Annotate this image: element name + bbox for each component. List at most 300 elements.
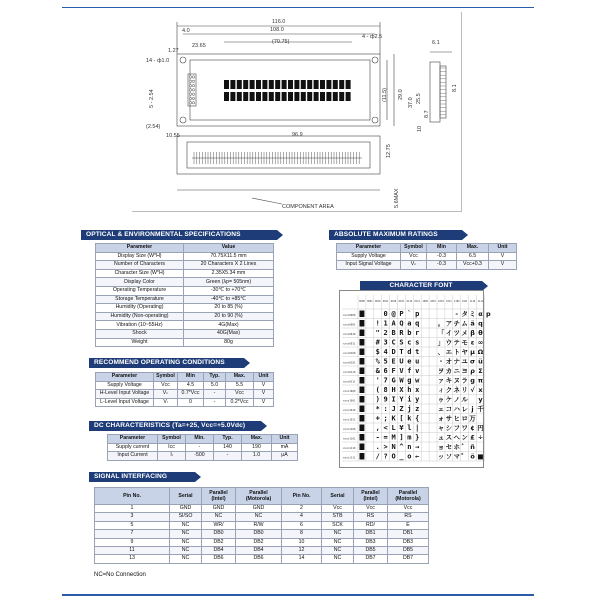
- font-glyph: W: [399, 376, 404, 385]
- recommend-cell: 4.5: [178, 381, 204, 390]
- interfacing-cell: 8: [282, 530, 322, 538]
- optical-cell: Humidity (Operating): [96, 304, 184, 313]
- font-row-label: xxxx0101: [343, 361, 356, 365]
- font-col-label: 0110: [406, 300, 413, 303]
- font-glyph: 」: [437, 338, 445, 347]
- optical-cell: Vibration (10~55Hz): [96, 321, 184, 330]
- dim-height-off: 25.5: [416, 93, 422, 104]
- font-glyph: a: [407, 319, 412, 328]
- font-glyph: レ: [461, 404, 468, 413]
- font-glyph: p: [486, 309, 491, 318]
- cgram-cell: [360, 330, 365, 337]
- absolute-row: [337, 252, 517, 261]
- font-col-label: 0001: [367, 300, 373, 303]
- recommend-cell: H-Level Input Voltage: [96, 390, 154, 399]
- font-glyph: /: [375, 452, 380, 461]
- font-col-label: 0010: [374, 300, 381, 303]
- interfacing-cell: Vcc: [354, 505, 388, 513]
- font-glyph: ÷: [477, 433, 484, 442]
- font-glyph: σ: [470, 357, 476, 366]
- font-glyph: 千: [477, 404, 484, 413]
- optical-row: [96, 329, 274, 338]
- optical-cell: 2.35X5.34 mm: [184, 269, 274, 278]
- font-glyph: ア: [445, 319, 453, 328]
- font-glyph: キ: [445, 376, 453, 385]
- font-col-label: 1000: [422, 300, 428, 303]
- font-glyph: イ: [445, 328, 453, 337]
- font-glyph: j: [471, 404, 474, 413]
- component-area-label: COMPONENT AREA: [282, 204, 334, 210]
- interfacing-row: [95, 513, 429, 521]
- interfacing-cell: 11: [95, 546, 170, 554]
- lcd-character-cells: [224, 80, 351, 101]
- cgram-cell: [360, 425, 365, 432]
- optical-row: [96, 261, 274, 270]
- font-col-label: 1010: [438, 300, 444, 303]
- font-glyph: コ: [445, 404, 453, 413]
- font-glyph: ": [375, 328, 380, 337]
- font-row-label: xxxx1101: [343, 437, 356, 441]
- font-glyph: ): [375, 395, 380, 404]
- dim-pin-len: 12.75: [386, 144, 392, 158]
- font-glyph: ラ: [461, 376, 468, 385]
- font-glyph: E: [391, 357, 396, 366]
- font-glyph: ¥: [399, 423, 404, 432]
- font-glyph: i: [407, 395, 412, 404]
- font-glyph: ?: [383, 452, 388, 461]
- dim-depth: 5.6MAX: [394, 188, 400, 208]
- font-glyph: ァ: [437, 376, 445, 385]
- font-glyph: ト: [453, 347, 460, 356]
- absolute-header-cell: Min: [427, 244, 457, 253]
- font-glyph: ユ: [461, 357, 468, 366]
- font-col-label: 1100: [453, 300, 460, 303]
- cgram-cell: [360, 434, 365, 441]
- font-glyph: d: [407, 347, 412, 356]
- font-glyph: ナ: [453, 357, 460, 366]
- optical-cell: Display Size (W*H): [96, 252, 184, 261]
- font-glyph: +: [375, 414, 380, 423]
- interfacing-cell: NC: [236, 513, 282, 521]
- cgram-cell: [360, 377, 365, 384]
- font-glyph: 。: [437, 319, 445, 328]
- font-glyph: 5: [383, 357, 388, 366]
- font-glyph: {: [415, 414, 420, 423]
- font-glyph: ・: [437, 357, 445, 366]
- font-glyph: ォ: [437, 414, 445, 423]
- interfacing-cell: DB7: [354, 555, 388, 563]
- interfacing-cell: NC: [322, 538, 354, 546]
- dim-side-h: 10: [417, 125, 423, 132]
- font-glyph: g: [407, 376, 412, 385]
- dc-cell: 140: [214, 443, 242, 452]
- font-glyph: B: [391, 328, 396, 337]
- optical-cell: Operating Temperature: [96, 286, 184, 295]
- interfacing-cell: 6: [282, 521, 322, 529]
- interfacing-cell: E: [388, 521, 429, 529]
- font-glyph: X: [399, 385, 404, 394]
- dc-cell: Supply current: [108, 443, 158, 452]
- absolute-header-cell: Unit: [489, 244, 517, 253]
- dc-cell: -500: [186, 452, 214, 461]
- font-glyph: ε: [470, 338, 475, 347]
- font-row-label: xxxx0100: [343, 351, 356, 355]
- optical-row: [96, 321, 274, 330]
- font-glyph: ü: [478, 357, 483, 366]
- font-glyph: 8: [383, 385, 388, 394]
- absolute-header-cell: Parameter: [337, 244, 401, 253]
- font-glyph: N: [391, 442, 396, 451]
- interfacing-cell: DB5: [354, 546, 388, 554]
- dim-viewing-area: (70.75): [272, 39, 290, 45]
- font-glyph: ¢: [470, 423, 475, 432]
- recommend-header-cell: Max.: [226, 373, 254, 382]
- font-glyph: @: [391, 309, 396, 318]
- optical-row: [96, 278, 274, 287]
- interfacing-cell: SCK: [322, 521, 354, 529]
- dc-row: [108, 452, 298, 461]
- font-glyph: x: [478, 385, 483, 394]
- font-glyph: ス: [445, 433, 453, 442]
- font-glyph: ャ: [437, 423, 445, 432]
- recommend-cell: Vcc: [226, 390, 254, 399]
- font-col-label: 1101: [461, 300, 468, 303]
- font-glyph: h: [407, 385, 412, 394]
- font-glyph: f: [407, 366, 412, 375]
- font-glyph: ゜: [461, 452, 468, 461]
- font-glyph: C: [391, 338, 396, 347]
- font-glyph: =: [383, 433, 388, 442]
- font-col-label: 1110: [469, 300, 476, 303]
- interfacing-cell: 2: [282, 505, 322, 513]
- interfacing-cell: GND: [170, 505, 202, 513]
- dc-cell: Input Current: [108, 452, 158, 461]
- dim-edge-small: 1.27: [168, 48, 179, 54]
- optical-cell: -40℃ to +85℃: [184, 295, 274, 304]
- optical-cell: Display Color: [96, 278, 184, 287]
- font-col-label: 1111: [477, 300, 484, 303]
- optical-section-title: OPTICAL & ENVIRONMENTAL SPECIFICATIONS: [81, 230, 277, 240]
- recommend-cell: V: [254, 390, 274, 399]
- font-glyph: z: [415, 404, 420, 413]
- absolute-header-cell: Symbol: [401, 244, 427, 253]
- interfacing-cell: STB: [322, 513, 354, 521]
- font-glyph: ñ: [470, 442, 475, 451]
- absolute-cell: V: [489, 261, 517, 270]
- font-glyph: 7: [383, 376, 388, 385]
- optical-row: [96, 295, 274, 304]
- optical-cell: Number of Characters: [96, 261, 184, 270]
- recommend-cell: 0.2*Vcc: [226, 398, 254, 407]
- recommend-cell: 0.7*Vcc: [178, 390, 204, 399]
- font-glyph: k: [407, 414, 412, 423]
- interfacing-cell: DB3: [354, 538, 388, 546]
- font-glyph: ö: [470, 452, 475, 461]
- recommend-cell: Supply Voltage: [96, 381, 154, 390]
- font-col-label: 0011: [382, 300, 389, 303]
- absolute-cell: 6.5: [457, 252, 489, 261]
- character-font-grid: [340, 291, 491, 469]
- dim-pin-hole: 14 - ф1.0: [146, 58, 170, 64]
- dc-cell: mA: [272, 443, 298, 452]
- font-glyph: Q: [399, 319, 404, 328]
- recommend-header-cell: Typ.: [204, 373, 226, 382]
- optical-cell: Storage Temperature: [96, 295, 184, 304]
- absolute-header-cell: Max.: [457, 244, 489, 253]
- interfacing-cell: DB2: [236, 538, 282, 546]
- font-glyph: ヲ: [437, 366, 445, 375]
- interfacing-cell: NC: [170, 521, 202, 529]
- font-glyph: ソ: [445, 452, 453, 461]
- cgram-cell: [360, 368, 365, 375]
- font-glyph: ∞: [477, 338, 484, 347]
- font-glyph: J: [391, 404, 396, 413]
- dim-left-margin: (2.54): [146, 124, 161, 130]
- dim-side-k: 8.7: [424, 110, 430, 118]
- interfacing-header-cell: Parallel (Intel): [354, 488, 388, 505]
- dim-char-area: 96.9: [292, 132, 303, 138]
- font-glyph: Σ: [478, 366, 483, 375]
- font-glyph: |: [415, 423, 420, 432]
- font-glyph: I: [391, 395, 396, 404]
- optical-cell: Weight: [96, 338, 184, 347]
- dim-thickness: 6.1: [432, 40, 440, 46]
- interfacing-header-cell: Pin No.: [282, 488, 322, 505]
- font-glyph: O: [391, 452, 396, 461]
- interfacing-cell: DB4: [236, 546, 282, 554]
- optical-cell: 20 Characters X 2 Lines: [184, 261, 274, 270]
- optical-row: [96, 286, 274, 295]
- interfacing-cell: 9: [95, 538, 170, 546]
- font-glyph: シ: [445, 423, 453, 432]
- interfacing-row: [95, 505, 429, 513]
- font-glyph: q: [478, 319, 483, 328]
- font-glyph: A: [391, 319, 396, 328]
- font-glyph: Z: [399, 404, 404, 413]
- absolute-cell: Supply Voltage: [337, 252, 401, 261]
- interfacing-row: [95, 555, 429, 563]
- font-row-label: xxxx0000: [343, 313, 356, 317]
- interfacing-cell: Vcc: [322, 505, 354, 513]
- font-glyph: 4: [383, 347, 388, 356]
- dc-header-cell: Max.: [242, 435, 272, 444]
- optical-cell: 20 to 85 (%): [184, 304, 274, 313]
- interfacing-cell: NC: [202, 513, 236, 521]
- interfacing-header-cell: Parallel (Motorola): [388, 488, 429, 505]
- font-glyph: ル: [461, 395, 468, 404]
- interfacing-cell: 1: [95, 505, 170, 513]
- font-glyph: ヒ: [453, 414, 460, 423]
- absolute-section-title: ABSOLUTE MAXIMUM RATINGS: [329, 230, 462, 240]
- font-glyph: ツ: [453, 328, 460, 337]
- font-glyph: m: [407, 433, 412, 442]
- cgram-cell: [360, 406, 365, 413]
- interfacing-cell: 7: [95, 530, 170, 538]
- interfacing-cell: NC: [170, 555, 202, 563]
- font-glyph: メ: [461, 328, 468, 337]
- font-glyph: ]: [399, 433, 404, 442]
- dc-cell: 190: [242, 443, 272, 452]
- dc-header-cell: Symbol: [158, 435, 186, 444]
- font-glyph: u: [415, 357, 420, 366]
- absolute-row: [337, 261, 517, 270]
- font-glyph: ヨ: [461, 366, 468, 375]
- font-glyph: オ: [445, 357, 453, 366]
- recommend-header-cell: Min: [178, 373, 204, 382]
- font-glyph: F: [391, 366, 396, 375]
- font-glyph: s: [415, 338, 420, 347]
- dim-overall-width: 116.0: [272, 19, 286, 25]
- dim-height-inner: 29.0: [398, 89, 404, 100]
- interfacing-cell: SI/SO: [170, 513, 202, 521]
- recommend-cell: Vcc: [154, 381, 178, 390]
- recommend-header-cell: Unit: [254, 373, 274, 382]
- interfacing-header-cell: Pin No.: [95, 488, 170, 505]
- font-glyph: 9: [383, 395, 388, 404]
- interfacing-cell: NC: [322, 555, 354, 563]
- font-glyph: ←: [415, 452, 420, 461]
- interfacing-cell: RS: [388, 513, 429, 521]
- absolute-cell: -0.3: [427, 261, 457, 270]
- dim-mount-hole: 4 - ф2.5: [362, 34, 383, 40]
- font-glyph: _: [399, 452, 404, 461]
- interfacing-cell: DB1: [354, 530, 388, 538]
- font-glyph: ュ: [437, 433, 445, 442]
- cgram-cell: [360, 311, 365, 318]
- font-row-label: xxxx1110: [343, 446, 356, 450]
- font-glyph: L: [391, 423, 396, 432]
- font-glyph: ノ: [453, 395, 460, 404]
- font-glyph: >: [383, 442, 388, 451]
- font-glyph: t: [415, 347, 420, 356]
- mount-hole-bl: [180, 117, 186, 123]
- cgram-cell: [360, 415, 365, 422]
- dc-table: [107, 434, 298, 461]
- font-row-label: xxxx0010: [343, 332, 356, 336]
- font-glyph: α: [478, 309, 483, 318]
- font-glyph: T: [399, 347, 404, 356]
- font-glyph: Ω: [477, 347, 484, 356]
- recommend-cell: 5.0: [204, 381, 226, 390]
- font-glyph: モ: [461, 338, 468, 347]
- font-glyph: 6: [383, 366, 388, 375]
- optical-cell: 20 to 90 (%): [184, 312, 274, 321]
- interfacing-cell: DB7: [388, 555, 429, 563]
- font-glyph: カ: [445, 366, 453, 375]
- interfacing-cell: R/W: [236, 521, 282, 529]
- font-glyph: ヌ: [453, 376, 460, 385]
- optical-cell: Character Size (W*H): [96, 269, 184, 278]
- dim-hole-pitch: 4.0: [182, 28, 190, 34]
- mount-hole-tl: [180, 57, 186, 63]
- font-glyph: ニ: [453, 366, 460, 375]
- font-row-label: xxxx0001: [343, 323, 356, 327]
- font-glyph: -: [455, 309, 459, 318]
- bezel-outline: [190, 60, 370, 120]
- font-glyph: n: [407, 442, 412, 451]
- interfacing-cell: DB6: [236, 555, 282, 563]
- cgram-cell: [360, 396, 365, 403]
- optical-row: [96, 338, 274, 347]
- font-glyph: M: [391, 433, 396, 442]
- font-glyph: p: [415, 309, 420, 318]
- recommend-cell: Vₙ: [154, 390, 178, 399]
- font-glyph: マ: [453, 452, 460, 461]
- optical-cell: Humidity (Non-operating): [96, 312, 184, 321]
- optical-cell: Shock: [96, 329, 184, 338]
- font-glyph: y: [415, 395, 420, 404]
- pcb-outline: [177, 54, 380, 126]
- cgram-cell: [360, 453, 365, 460]
- interfacing-cell: 3: [95, 513, 170, 521]
- optical-row: [96, 312, 274, 321]
- interfacing-header-cell: Parallel (Intel): [202, 488, 236, 505]
- interfacing-table: [94, 487, 429, 564]
- mount-hole-tr: [372, 57, 378, 63]
- recommend-cell: -: [204, 390, 226, 399]
- font-col-label: 0101: [398, 300, 405, 303]
- font-glyph: ィ: [437, 385, 445, 394]
- font-glyph: !: [375, 319, 380, 328]
- font-glyph: ミ: [469, 309, 476, 318]
- dim-bottom-left: 10.55: [166, 133, 180, 139]
- font-glyph: ク: [445, 385, 453, 394]
- optical-cell: 80g: [184, 338, 274, 347]
- absolute-cell: Vₙ: [401, 261, 427, 270]
- drawing-svg: [132, 12, 462, 212]
- interfacing-cell: NC: [322, 546, 354, 554]
- font-glyph: ■: [477, 452, 484, 461]
- font-glyph: ッ: [437, 452, 445, 461]
- recommend-header-cell: Symbol: [154, 373, 178, 382]
- font-glyph: 1: [383, 319, 388, 328]
- font-row-label: xxxx1100: [343, 427, 356, 431]
- font-glyph: g: [470, 376, 475, 385]
- font-glyph: ウ: [445, 338, 453, 347]
- cgram-cell: [360, 339, 365, 346]
- interfacing-cell: 13: [95, 555, 170, 563]
- font-glyph: ゥ: [437, 395, 445, 404]
- optical-header-cell: Value: [184, 244, 274, 253]
- interfacing-cell: DB0: [236, 530, 282, 538]
- font-glyph: →: [415, 442, 420, 451]
- font-row-label: xxxx0011: [343, 342, 356, 346]
- recommend-cell: L-Level Input Voltage: [96, 398, 154, 407]
- nc-note: NC=No Connection: [94, 572, 146, 578]
- cgram-cell: [360, 387, 365, 394]
- interfacing-cell: Vcc: [388, 505, 429, 513]
- font-glyph: -: [375, 433, 380, 442]
- recommend-table: [95, 372, 274, 407]
- font-glyph: x: [415, 385, 420, 394]
- recommend-cell: 0: [178, 398, 204, 407]
- font-glyph: q: [415, 319, 420, 328]
- font-glyph: ゛: [461, 442, 468, 451]
- font-glyph: l: [407, 423, 412, 432]
- font-col-label: 1001: [430, 300, 436, 303]
- interfacing-cell: NC: [322, 530, 354, 538]
- absolute-cell: V: [489, 252, 517, 261]
- font-glyph: e: [407, 357, 412, 366]
- font-glyph: ;: [383, 414, 388, 423]
- interfacing-header-cell: Serial: [322, 488, 354, 505]
- absolute-table: [336, 243, 517, 270]
- font-glyph: £: [470, 433, 475, 442]
- optical-cell: 4G(Max): [184, 321, 274, 330]
- font-glyph: チ: [453, 319, 460, 328]
- font-row-label: xxxx1000: [343, 389, 356, 393]
- font-glyph: ヤ: [461, 347, 468, 356]
